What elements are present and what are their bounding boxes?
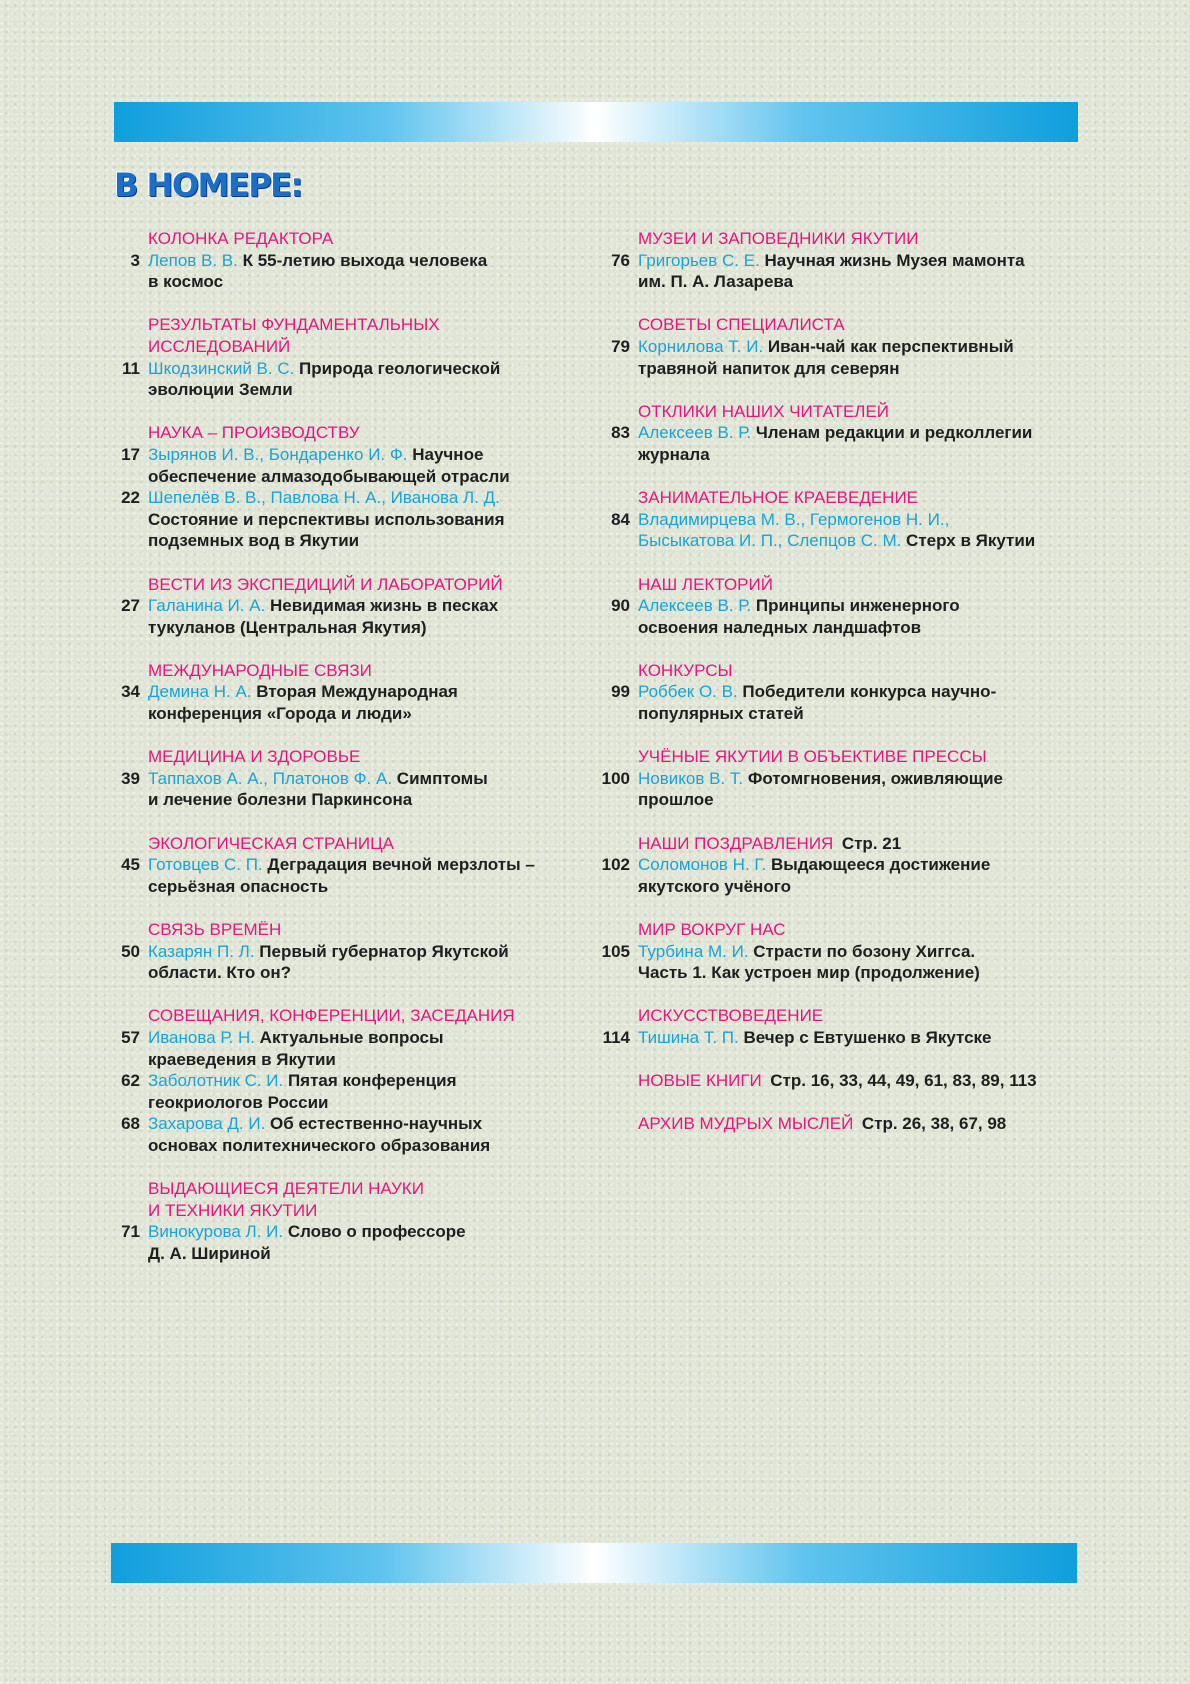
- page-number: 17: [121, 444, 140, 464]
- toc-section: [598, 746, 1088, 811]
- toc-section: [598, 574, 1088, 639]
- toc-section: [598, 1113, 1088, 1135]
- entry-author: Винокурова Л. И.: [148, 1222, 284, 1242]
- toc-section: [108, 422, 588, 552]
- page-number: 114: [602, 1027, 630, 1047]
- toc-section: [598, 228, 1088, 293]
- toc-section: [108, 574, 588, 639]
- toc-entry: [598, 595, 1088, 638]
- entry-text: Захарова Д. И. Об естественно-научных основах политехнического образования: [148, 1114, 491, 1155]
- toc-entry: [108, 358, 588, 401]
- section-title: МИР ВОКРУГ НАС: [638, 920, 786, 939]
- toc-entry: [598, 768, 1088, 811]
- page-number: 79: [611, 336, 630, 356]
- entry-author: Зырянов И. В., Бондаренко И. Ф.: [148, 444, 408, 464]
- entry-text: Шепелёв В. В., Павлова Н. А., Иванова Л. Д. Состояние и перспективы использования подземных вод в Якутии: [148, 488, 505, 551]
- toc-section: [108, 833, 588, 898]
- entry-author: Таппахов А. А., Платонов Ф. А.: [148, 768, 393, 788]
- toc-entry: [598, 681, 1088, 724]
- page-title: В НОМЕРЕ:: [114, 166, 302, 204]
- toc-section: [598, 401, 1088, 466]
- page-number: 34: [121, 682, 140, 702]
- entry-text: Иванова Р. Н. Актуальные вопросы краеведения в Якутии: [148, 1027, 444, 1069]
- toc-left-column: [108, 228, 588, 1286]
- page-number: 102: [601, 855, 630, 875]
- entry-author: Владимирцева М. В., Гермогенов Н. И.,: [638, 509, 950, 529]
- entry-author: Турбина М. И.: [638, 941, 749, 961]
- page-number: 105: [601, 941, 630, 961]
- toc-entry: [108, 1113, 588, 1156]
- entry-text: Корнилова Т. И. Иван-чай как перспективный травяной напиток для северян: [638, 336, 1014, 378]
- toc-entry: [108, 250, 588, 293]
- toc-entry: [598, 336, 1088, 379]
- entry-text: [638, 509, 1088, 531]
- toc-entry: [598, 250, 1088, 293]
- toc-section: [598, 314, 1088, 379]
- toc-section: [108, 1005, 588, 1156]
- bottom-gradient-band: [111, 1543, 1077, 1583]
- entry-text: Григорьев С. Е. Научная жизнь Музея мамонта им. П. А. Лазарева: [638, 250, 1025, 292]
- page-number: [598, 530, 630, 552]
- page-number: 90: [611, 596, 630, 616]
- entry-text: Алексеев В. Р. Принципы инженерного освоения наледных ландшафтов: [638, 596, 960, 637]
- entry-author: Роббек О. В.: [638, 682, 738, 702]
- entry-author: Новиков В. Т.: [638, 768, 744, 788]
- page-refs: Стр. 16, 33, 44, 49, 61, 83, 89, 113: [770, 1071, 1037, 1091]
- entry-author: Корнилова Т. И.: [638, 336, 764, 356]
- toc-entry: [108, 595, 588, 638]
- page-number: 50: [121, 941, 140, 961]
- toc-section: [598, 919, 1088, 984]
- toc-right-column: [598, 228, 1088, 1157]
- toc-section: [108, 314, 588, 400]
- entry-text: Демина Н. А. Вторая Международная конференция «Города и люди»: [148, 682, 458, 724]
- section-title: НАУКА – ПРОИЗВОДСТВУ: [148, 423, 360, 443]
- page-number: 84: [611, 509, 630, 529]
- entry-text: Готовцев С. П. Деградация вечной мерзлоты – серьёзная опасность: [148, 855, 535, 896]
- entry-author: Галанина И. А.: [148, 596, 266, 616]
- entry-text: Лепов В. В. К 55-летию выхода человека в космос: [148, 250, 488, 292]
- entry-text: Казарян П. Л. Первый губернатор Якутской области. Кто он?: [148, 941, 509, 983]
- section-title: ЗАНИМАТЕЛЬНОЕ КРАЕВЕДЕНИЕ: [638, 488, 919, 508]
- page-number: 76: [611, 250, 630, 270]
- section-title: ВЫДАЮЩИЕСЯ ДЕЯТЕЛИ НАУКИ И ТЕХНИКИ ЯКУТИИ: [148, 1179, 424, 1220]
- entry-author: Иванова Р. Н.: [148, 1027, 255, 1047]
- entry-text: Зырянов И. В., Бондаренко И. Ф. Научное обеспечение алмазодобывающей отрасли: [148, 444, 510, 486]
- entry-author: Соломонов Н. Г.: [638, 855, 767, 875]
- toc-entry: [108, 487, 588, 552]
- page-number: 62: [121, 1071, 140, 1091]
- toc-entry: [598, 941, 1088, 984]
- page-refs: Стр. 21: [841, 833, 902, 853]
- page-number: 11: [122, 358, 140, 378]
- section-title: РЕЗУЛЬТАТЫ ФУНДАМЕНТАЛЬНЫХ ИССЛЕДОВАНИЙ: [148, 315, 440, 356]
- section-title: СВЯЗЬ ВРЕМЁН: [148, 920, 282, 939]
- top-gradient-band: [114, 102, 1078, 142]
- section-title: НАШИ ПОЗДРАВЛЕНИЯ Стр. 21: [638, 833, 902, 853]
- entry-author: Григорьев С. Е.: [638, 250, 760, 270]
- entry-text: Роббек О. В. Победители конкурса научно- популярных статей: [638, 682, 997, 724]
- page-number: 3: [130, 250, 140, 270]
- entry-author: Казарян П. Л.: [148, 941, 255, 961]
- entry-author: Алексеев В. Р.: [638, 596, 752, 616]
- entry-author: Заболотник С. И.: [148, 1071, 284, 1091]
- page-number: 57: [121, 1027, 140, 1047]
- section-title: ВЕСТИ ИЗ ЭКСПЕДИЦИЙ И ЛАБОРАТОРИЙ: [148, 574, 503, 594]
- section-title: ЭКОЛОГИЧЕСКАЯ СТРАНИЦА: [148, 833, 395, 853]
- page-number: 71: [121, 1222, 140, 1242]
- entry-text: Турбина М. И. Страсти по бозону Хиггса. Часть 1. Как устроен мир (продолжение): [638, 941, 980, 983]
- entry-author: Захарова Д. И.: [148, 1114, 266, 1134]
- toc-section: [598, 660, 1088, 725]
- toc-entry: [598, 422, 1088, 465]
- entry-text: Шкодзинский В. С. Природа геологической эволюции Земли: [148, 358, 501, 400]
- toc-entry: [108, 444, 588, 487]
- entry-text: Бысыкатова И. П., Слепцов С. М. Стерх в Якутии: [638, 531, 1036, 551]
- page-number: 100: [601, 768, 630, 788]
- section-title: АРХИВ МУДРЫХ МЫСЛЕЙ Стр. 26, 38, 67, 98: [638, 1114, 1007, 1134]
- section-title: СОВЕЩАНИЯ, КОНФЕРЕНЦИИ, ЗАСЕДАНИЯ: [148, 1006, 515, 1026]
- entry-text: Тишина Т. П. Вечер с Евтушенко в Якутске: [638, 1027, 992, 1047]
- toc-section: [598, 1070, 1088, 1092]
- toc-section: [108, 1178, 588, 1264]
- entry-text: Соломонов Н. Г. Выдающееся достижение якутского учёного: [638, 855, 991, 896]
- toc-entry-continued: [598, 530, 1088, 552]
- toc-section: [598, 833, 1088, 898]
- page-number: 68: [121, 1114, 140, 1134]
- section-title: СОВЕТЫ СПЕЦИАЛИСТА: [638, 315, 845, 335]
- entry-text: Винокурова Л. И. Слово о профессоре Д. А. Шириной: [148, 1222, 466, 1263]
- entry-author: Демина Н. А.: [148, 682, 252, 702]
- entry-author: Шкодзинский В. С.: [148, 358, 295, 378]
- section-title: НОВЫЕ КНИГИ Стр. 16, 33, 44, 49, 61, 83, 89, 113: [638, 1071, 1037, 1091]
- entry-author: Лепов В. В.: [148, 250, 238, 270]
- entry-text: Новиков В. Т. Фотомгновения, оживляющие прошлое: [638, 768, 1004, 810]
- section-title: МЕЖДУНАРОДНЫЕ СВЯЗИ: [148, 660, 372, 680]
- entry-author: Алексеев В. Р.: [638, 423, 752, 443]
- toc-entry: [598, 854, 1088, 897]
- entry-text: Заболотник С. И. Пятая конференция геокриологов России: [148, 1071, 457, 1112]
- toc-entry: [108, 1027, 588, 1070]
- page-number: 45: [121, 855, 140, 875]
- section-title: КОЛОНКА РЕДАКТОРА: [148, 229, 334, 248]
- section-title: КОНКУРСЫ: [638, 660, 733, 680]
- page-number: 83: [611, 423, 630, 443]
- toc-entry: [108, 1221, 588, 1264]
- page-refs: Стр. 26, 38, 67, 98: [861, 1114, 1007, 1134]
- toc-section: [108, 228, 588, 293]
- page-number: 39: [121, 768, 140, 788]
- entry-text: Галанина И. А. Невидимая жизнь в песках тукуланов (Центральная Якутия): [148, 596, 499, 637]
- toc-section: [598, 487, 1088, 552]
- toc-section: [598, 1005, 1088, 1048]
- entry-author: Шепелёв В. В., Павлова Н. А., Иванова Л. Д.: [148, 488, 500, 508]
- toc-entry: [598, 1027, 1088, 1049]
- page-number: 27: [121, 596, 140, 616]
- toc-entry: [598, 509, 1088, 531]
- toc-entry: [108, 1070, 588, 1113]
- toc-entry: [108, 941, 588, 984]
- toc-entry: [108, 854, 588, 897]
- toc-entry: [108, 681, 588, 724]
- page-number: 22: [121, 488, 140, 508]
- section-title: ИСКУССТВОВЕДЕНИЕ: [638, 1006, 824, 1026]
- toc-section: [108, 919, 588, 984]
- entry-author: Тишина Т. П.: [638, 1027, 739, 1047]
- section-title: МУЗЕИ И ЗАПОВЕДНИКИ ЯКУТИИ: [638, 229, 919, 248]
- entry-author: Бысыкатова И. П., Слепцов С. М.: [638, 531, 902, 551]
- toc-section: [108, 746, 588, 811]
- section-title: МЕДИЦИНА И ЗДОРОВЬЕ: [148, 747, 361, 767]
- section-title: УЧЁНЫЕ ЯКУТИИ В ОБЪЕКТИВЕ ПРЕССЫ: [638, 747, 987, 767]
- section-title: ОТКЛИКИ НАШИХ ЧИТАТЕЛЕЙ: [638, 401, 890, 421]
- entry-text: Таппахов А. А., Платонов Ф. А. Симптомы и лечение болезни Паркинсона: [148, 768, 488, 810]
- page-number: 99: [611, 682, 630, 702]
- toc-entry: [108, 768, 588, 811]
- entry-author: Готовцев С. П.: [148, 855, 263, 875]
- toc-section: [108, 660, 588, 725]
- entry-text: Алексеев В. Р. Членам редакции и редколлегии журнала: [638, 423, 1033, 464]
- section-title: НАШ ЛЕКТОРИЙ: [638, 574, 773, 594]
